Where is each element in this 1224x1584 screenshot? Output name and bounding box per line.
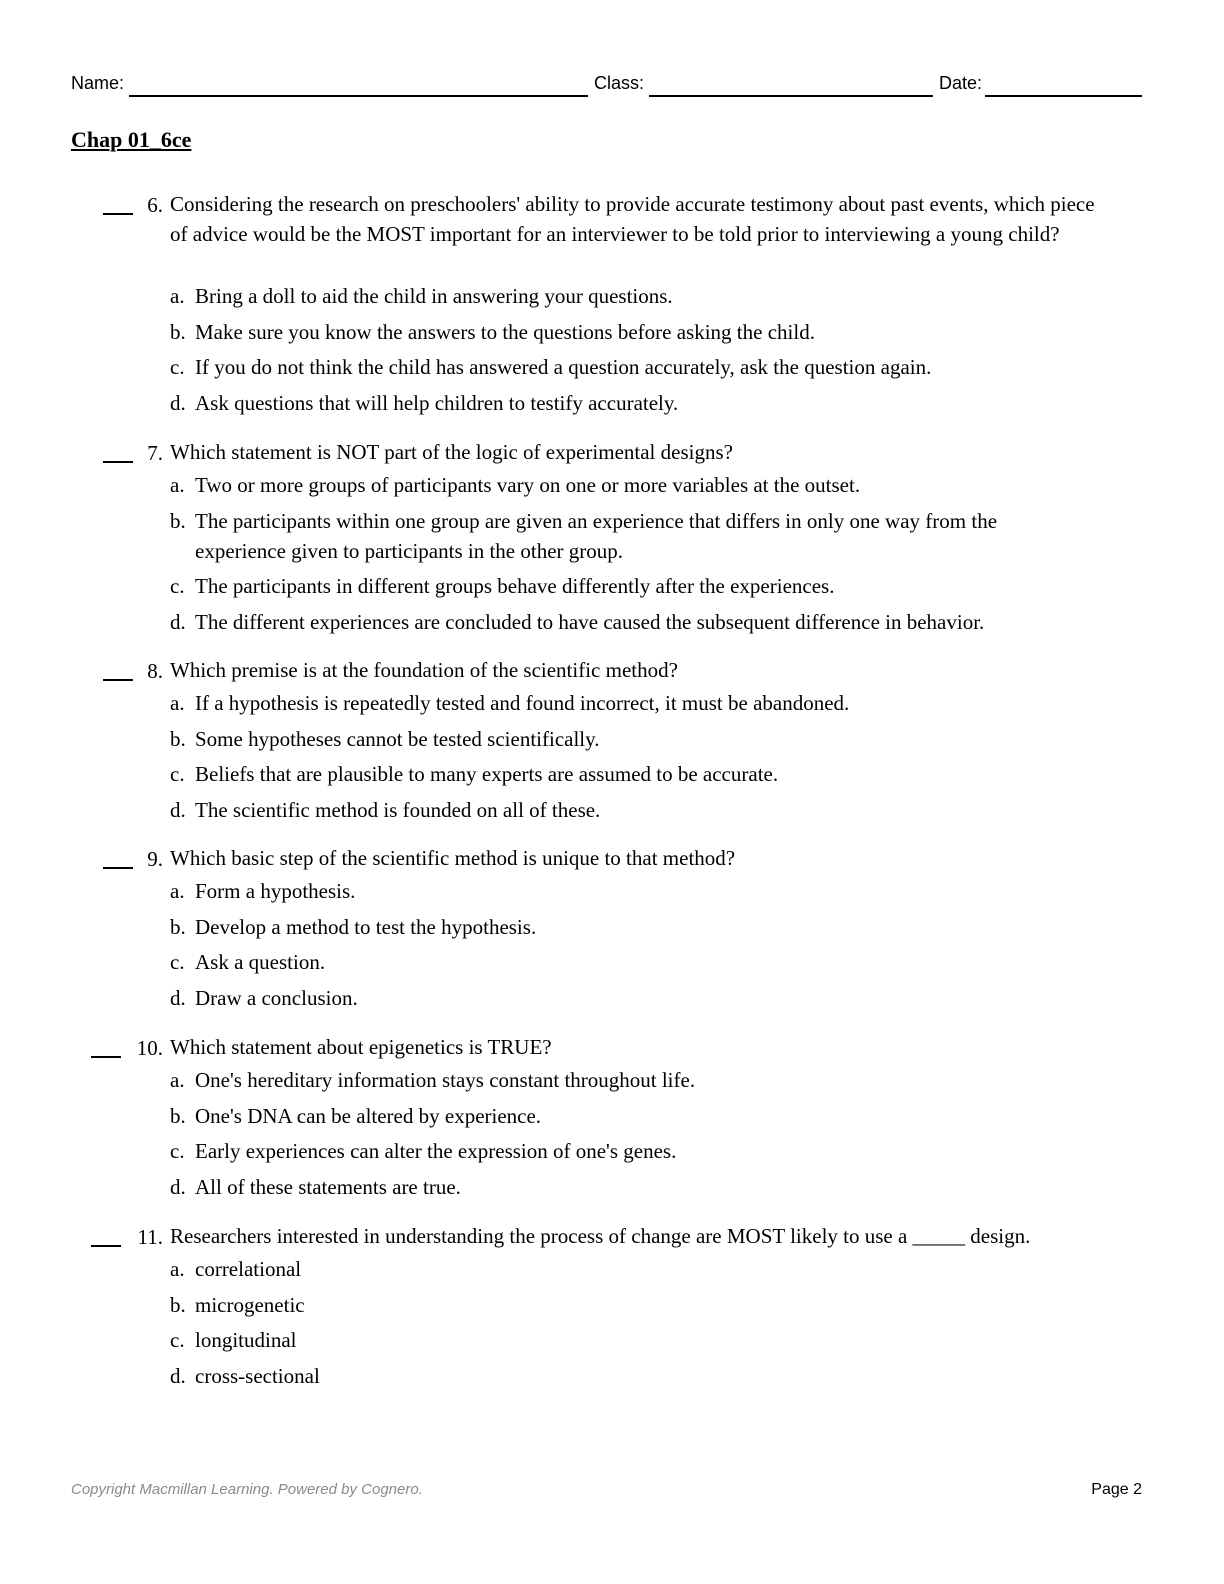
option-text: The participants within one group are given an experience that differs in only one way from the experience given to participants in the other group. [195,509,998,563]
option-letter: b. [170,509,186,533]
question-number: 6. [147,193,163,217]
answer-option-d [170,984,1070,1014]
option-letter: a. [170,691,185,715]
option-text: Make sure you know the answers to the questions before asking the child. [195,320,815,344]
answer-option-b [170,507,1045,566]
answer-option-d [170,608,1070,638]
answer-option-c [170,1326,1070,1356]
answer-option-a [170,877,1070,907]
question-number: 7. [147,441,163,465]
option-text: Develop a method to test the hypothesis. [195,915,537,939]
option-text: The different experiences are concluded to have caused the subsequent difference in behavior. [195,610,985,634]
option-letter: b. [170,320,186,344]
question-text: Which premise is at the foundation of the scientific method? [170,658,678,682]
answer-option-b [170,1102,1070,1132]
option-letter: d. [170,1175,186,1199]
option-letter: d. [170,798,186,822]
option-text: One's hereditary information stays constant throughout life. [195,1068,696,1092]
answer-option-b [170,318,1070,348]
option-letter: c. [170,1328,185,1352]
class-label: Class: [594,73,645,93]
copyright-footer: Copyright Macmillan Learning. Powered by Cognero. [71,1481,423,1498]
option-letter: c. [170,574,185,598]
option-letter: a. [170,1257,185,1281]
option-text: cross-sectional [195,1364,320,1388]
option-text: Two or more groups of participants vary on one or more variables at the outset. [195,473,861,497]
option-text: Ask questions that will help children to testify accurately. [195,391,679,415]
name-label: Name: [71,73,125,93]
option-text: microgenetic [195,1293,305,1317]
option-text: The scientific method is founded on all of these. [195,798,601,822]
option-letter: b. [170,1104,186,1128]
option-letter: c. [170,1139,185,1163]
option-text: Beliefs that are plausible to many experts are assumed to be accurate. [195,762,779,786]
answer-option-b [170,725,1070,755]
answer-option-d [170,389,1070,419]
answer-option-a [170,1255,1070,1285]
option-letter: d. [170,391,186,415]
question-number: 10. [136,1036,163,1060]
question-number: 8. [147,659,163,683]
answer-option-d [170,796,1070,826]
date-field[interactable] [985,95,1142,97]
question-text: Which statement about epigenetics is TRUE? [170,1035,552,1059]
answer-option-b [170,1291,1070,1321]
answer-option-c [170,1137,1070,1167]
option-letter: b. [170,915,186,939]
option-letter: b. [170,1293,186,1317]
option-text: All of these statements are true. [195,1175,461,1199]
option-text: If you do not think the child has answered a question accurately, ask the question again. [195,355,932,379]
option-letter: c. [170,950,185,974]
option-text: Ask a question. [195,950,326,974]
option-text: Draw a conclusion. [195,986,358,1010]
student-info-header [71,72,1142,98]
answer-option-d [170,1173,1070,1203]
option-letter: a. [170,879,185,903]
question-number: 11. [137,1225,163,1249]
option-letter: c. [170,355,185,379]
answer-option-a [170,1066,1070,1096]
answer-option-a [170,282,1070,312]
option-text: One's DNA can be altered by experience. [195,1104,542,1128]
option-letter: b. [170,727,186,751]
option-letter: d. [170,986,186,1010]
question-text: Considering the research on preschoolers' ability to provide accurate testimony about past events, which piece of advice would be the MOST important for an interviewer to be told prior to interviewing a young child? [170,192,1095,246]
option-text: Early experiences can alter the expression of one's genes. [195,1139,677,1163]
question-text: Which basic step of the scientific method is unique to that method? [170,846,736,870]
option-letter: a. [170,1068,185,1092]
answer-option-d [170,1362,1070,1392]
name-field[interactable] [129,95,588,97]
option-text: If a hypothesis is repeatedly tested and found incorrect, it must be abandoned. [195,691,850,715]
answer-option-c [170,760,1070,790]
option-letter: d. [170,1364,186,1388]
answer-option-a [170,471,1070,501]
question-text: Researchers interested in understanding the process of change are MOST likely to use a _____ design. [170,1224,1031,1248]
option-text: Form a hypothesis. [195,879,356,903]
option-text: longitudinal [195,1328,297,1352]
answer-option-c [170,572,1070,602]
answer-option-c [170,353,1070,383]
answer-option-a [170,689,1070,719]
question-text: Which statement is NOT part of the logic of experimental designs? [170,440,733,464]
option-text: The participants in different groups behave differently after the experiences. [195,574,835,598]
class-field[interactable] [649,95,933,97]
option-letter: a. [170,284,185,308]
answer-option-c [170,948,1070,978]
question-number: 9. [147,847,163,871]
page-number: Page 2 [1091,1481,1142,1498]
option-text: correlational [195,1257,302,1281]
option-letter: a. [170,473,185,497]
option-text: Some hypotheses cannot be tested scientifically. [195,727,600,751]
option-letter: d. [170,610,186,634]
chapter-title: Chap 01_6ce [71,127,192,152]
date-label: Date: [939,73,983,93]
answer-option-b [170,913,1070,943]
option-letter: c. [170,762,185,786]
option-text: Bring a doll to aid the child in answering your questions. [195,284,673,308]
